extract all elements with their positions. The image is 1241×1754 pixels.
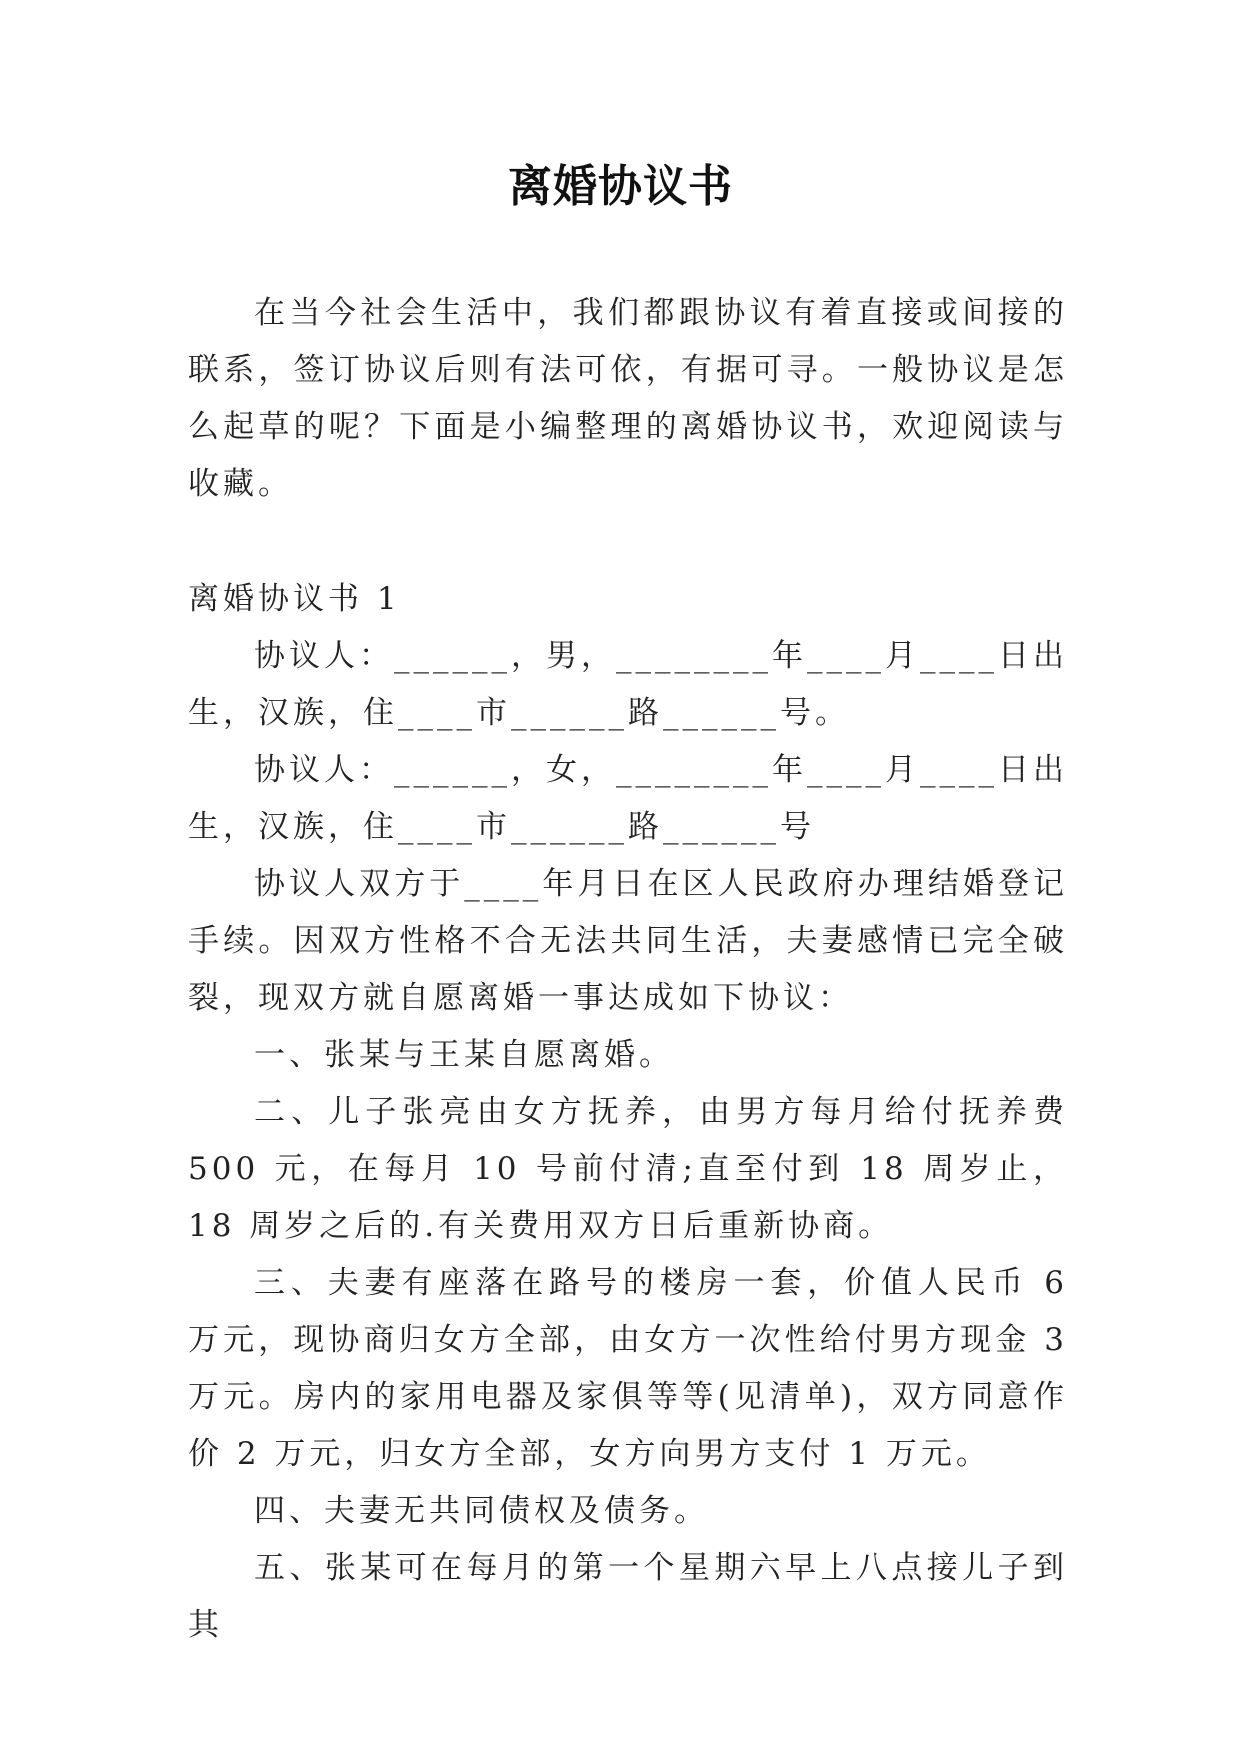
clause-3: 三、夫妻有座落在路号的楼房一套，价值人民币 6 万元，现协商归女方全部，由女方一次性给付男方现金 3 万元。房内的家用电器及家俱等等(见清单)，双方同意作价 2 万元，归女方全部，女方向男方支付 1 万元。: [188, 1265, 1068, 1472]
party-female-paragraph: 协议人：______，女，________年____月____日出生，汉族，住____市______路______号: [188, 752, 1068, 845]
clause-2: 二、儿子张亮由女方抚养，由男方每月给付抚养费 500 元，在每月 10 号前付清;直至付到 18 周岁止，18 周岁之后的.有关费用双方日后重新协商。: [188, 1094, 1068, 1244]
intro-paragraph: 在当今社会生活中，我们都跟协议有着直接或间接的联系，签订协议后则有法可依，有据可寻。一般协议是怎么起草的呢？下面是小编整理的离婚协议书，欢迎阅读与收藏。: [188, 295, 1068, 502]
section-heading: 离婚协议书 1: [188, 581, 401, 617]
document-body: [188, 285, 1068, 1654]
clause-1: 一、张某与王某自愿离婚。: [254, 1037, 674, 1073]
marriage-registration-paragraph: 协议人双方于____年月日在区人民政府办理结婚登记手续。因双方性格不合无法共同生活，夫妻感情已完全破裂，现双方就自愿离婚一事达成如下协议：: [188, 866, 1068, 1016]
document-title: 离婚协议书: [508, 161, 733, 212]
party-male-paragraph: 协议人：______，男，________年____月____日出生，汉族，住____市______路______号。: [188, 638, 1068, 731]
clause-4: 四、夫妻无共同债权及债务。: [254, 1493, 709, 1529]
clause-5: 五、张某可在每月的第一个星期六早上八点接儿子到其: [188, 1550, 1068, 1643]
